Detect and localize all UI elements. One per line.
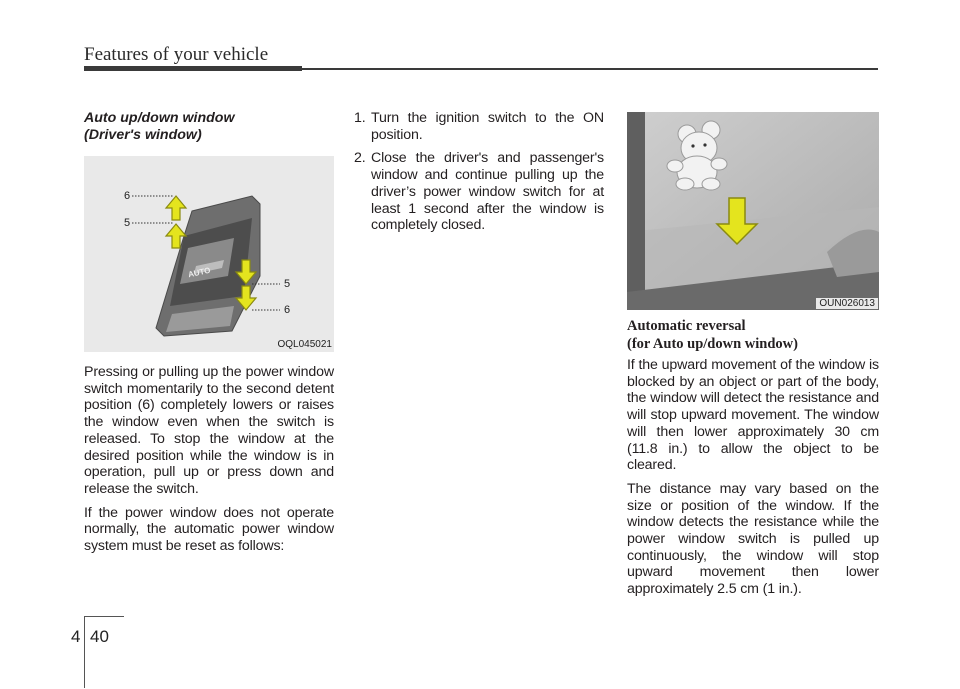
footer-rule (84, 616, 124, 617)
step-number: 2. (354, 150, 366, 167)
switch-label: AUTO (187, 265, 212, 280)
middle-column (354, 110, 604, 241)
section-heading (84, 110, 334, 144)
page-header-title: Features of your vehicle (84, 44, 269, 65)
auto-reversal-illustration (627, 112, 879, 310)
page-number: 40 (90, 627, 109, 646)
callout-label: 6 (124, 190, 131, 202)
callout-label: 6 (284, 304, 291, 316)
section-heading (627, 317, 879, 353)
left-column (84, 110, 334, 562)
step-text: Turn the ignition switch to the ON position. (371, 110, 604, 143)
section-number: 4 (71, 627, 81, 646)
list-item (354, 110, 604, 143)
paragraph: If the upward movement of the window is blocked by an object or part of the body, the window will detect the resistance and will stop upward movement. The window will then lower approximately 30 cm (11.8 in.) to allow the object to be cleared. (627, 357, 879, 474)
callout-label: 5 (124, 217, 131, 229)
list-item (354, 150, 604, 234)
figure-code: OUN026013 (816, 298, 878, 309)
window-switch-figure (84, 156, 334, 352)
heading-line-2: (for Auto up/down window) (627, 336, 798, 352)
auto-reversal-figure (627, 112, 879, 310)
step-text: Close the driver's and passenger's window and continue pulling up the driver’s power window switch for at least 1 second after the window is completely closed. (371, 150, 604, 234)
heading-line-2: (Driver's window) (84, 127, 202, 143)
window-switch-illustration (84, 156, 334, 352)
heading-line-1: Automatic reversal (627, 318, 746, 334)
reset-steps-list (354, 110, 604, 234)
right-column (627, 112, 879, 605)
heading-line-1: Auto up/down window (84, 110, 235, 126)
header-rule (84, 66, 302, 71)
header-rule-thin (302, 68, 878, 70)
paragraph: The distance may vary based on the size or position of the window. If the window detects the resistance while the power window switch is pulled up continuously, the window will stop upward movement then lower approximately 2.5 cm (1 in.). (627, 480, 879, 598)
figure-code: OQL045021 (277, 339, 332, 350)
paragraph: Pressing or pulling up the power window switch momentarily to the second detent position (6) completely lowers or raises the window even when the switch is released. To stop the window at the desired position while the window is in operation, pull up or press down and release the switch. (84, 364, 334, 497)
footer-rule (84, 616, 85, 688)
paragraph: If the power window does not operate normally, the automatic power window system must be reset as follows: (84, 504, 334, 555)
step-number: 1. (354, 110, 366, 126)
callout-label: 5 (284, 278, 291, 290)
